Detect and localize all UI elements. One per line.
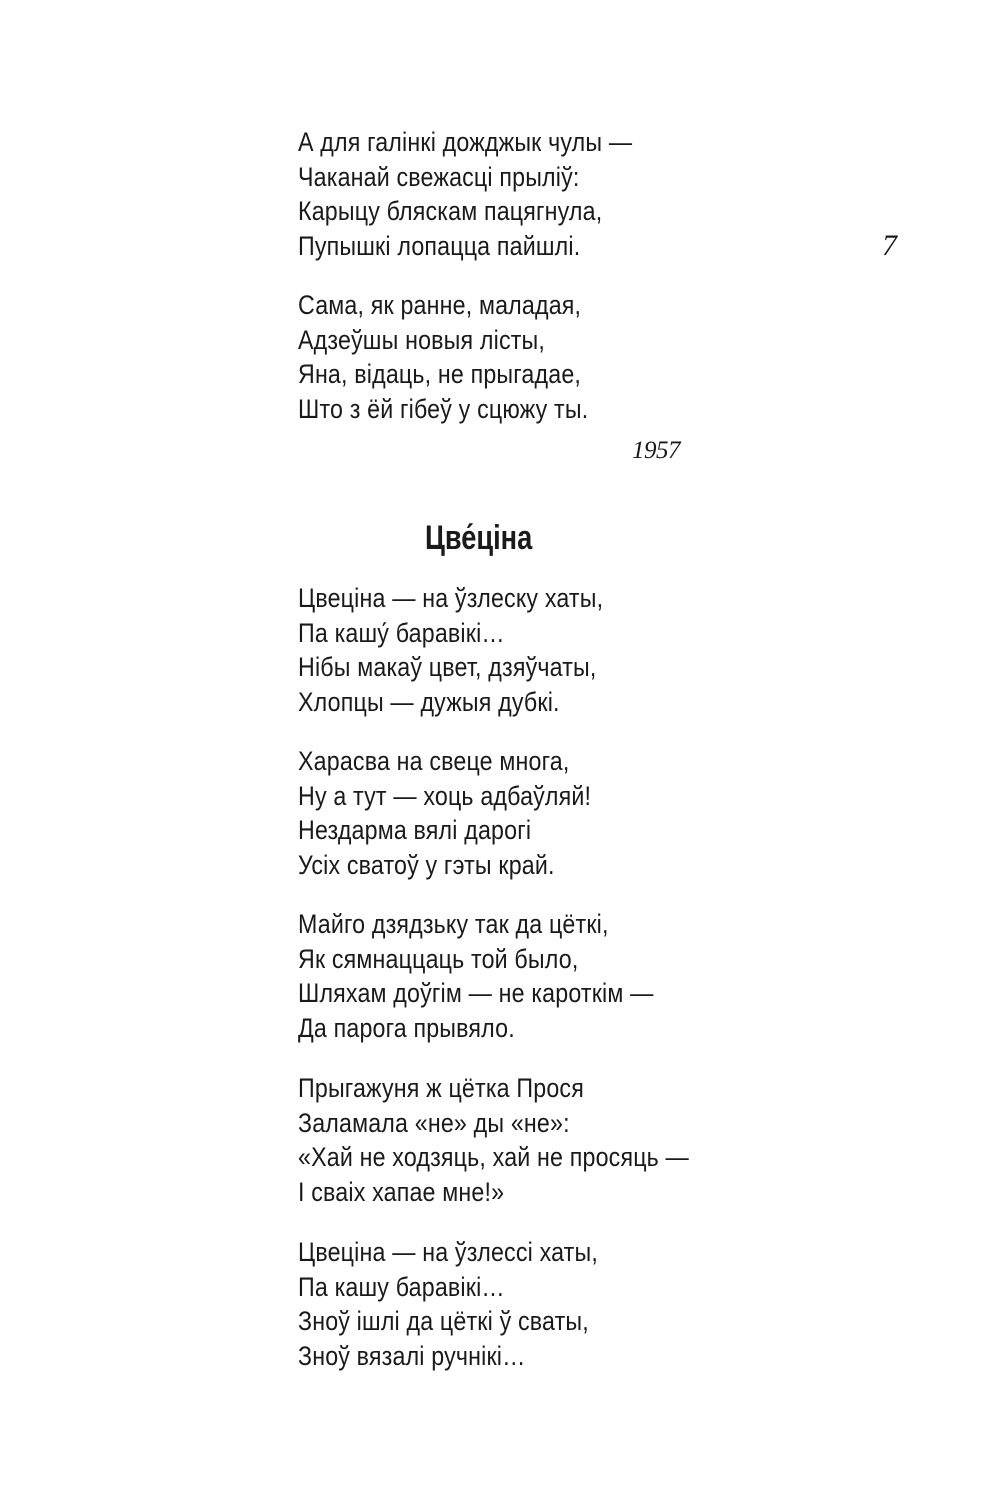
verse-line: Па кашу баравікі… bbox=[298, 1271, 505, 1302]
verse-line: Майго дзядзьку так да цёткі, bbox=[298, 909, 609, 939]
previous-poem-stanza-1 bbox=[298, 125, 687, 263]
verse-line: Ну а тут — хоць адбаўляй! bbox=[298, 780, 592, 811]
previous-poem-stanza-2 bbox=[298, 288, 636, 426]
verse-line: Зноў вязалі ручнікі… bbox=[298, 1340, 526, 1371]
verse-line: Па кашу́ баравікі… bbox=[298, 617, 505, 648]
verse-line: Нібы макаў цвет, дзяўчаты, bbox=[298, 652, 597, 682]
verse-line: Як сямнаццаць той было, bbox=[298, 943, 579, 974]
poem-stanza-3 bbox=[298, 907, 711, 1045]
verse-line: Харасва на свеце многа, bbox=[298, 746, 570, 776]
poem-title: Цве́ціна bbox=[425, 519, 533, 557]
verse-line: І сваіх хапае мне!» bbox=[298, 1176, 505, 1207]
verse-line: Цвеціна — на ўзлессі хаты, bbox=[298, 1237, 598, 1267]
poem-stanza-2 bbox=[298, 744, 639, 882]
poem-stanza-5 bbox=[298, 1235, 647, 1373]
verse-line: Карыцу бляскам пацягнула, bbox=[298, 196, 603, 226]
poem-stanza-1 bbox=[298, 581, 653, 719]
verse-line: Пупышкі лопацца пайшлі. bbox=[298, 230, 581, 261]
verse-line: А для галінкі дожджык чулы — bbox=[298, 127, 633, 157]
page-number: 7 bbox=[882, 229, 897, 262]
verse-line: Шляхам доўгім — не кароткім — bbox=[298, 978, 654, 1008]
verse-line: Усіх сватоў у гэты край. bbox=[298, 849, 555, 880]
poem-date: 1957 bbox=[632, 437, 680, 464]
verse-line: Прыгажуня ж цётка Прося bbox=[298, 1073, 584, 1103]
verse-line: Яна, відаць, не прыгадае, bbox=[298, 359, 582, 389]
verse-line: Хлопцы — дужыя дубкі. bbox=[298, 686, 560, 717]
poem-stanza-4 bbox=[298, 1071, 753, 1209]
verse-line: Зноў ішлі да цёткі ў сваты, bbox=[298, 1306, 589, 1336]
verse-line: Цвеціна — на ўзлеску хаты, bbox=[298, 583, 604, 613]
verse-line: Што з ёй гібеў у сцюжу ты. bbox=[298, 393, 589, 424]
verse-line: Чаканай свежасці прыліў: bbox=[298, 161, 580, 192]
verse-line: «Хай не ходзяць, хай не просяць — bbox=[298, 1142, 689, 1172]
verse-line: Заламала «не» ды «не»: bbox=[298, 1107, 570, 1138]
verse-line: Нездарма вялі дарогі bbox=[298, 815, 532, 845]
verse-line: Да парога прывяло. bbox=[298, 1012, 515, 1043]
verse-line: Сама, як ранне, маладая, bbox=[298, 290, 582, 320]
verse-line: Адзеўшы новыя лісты, bbox=[298, 324, 546, 355]
